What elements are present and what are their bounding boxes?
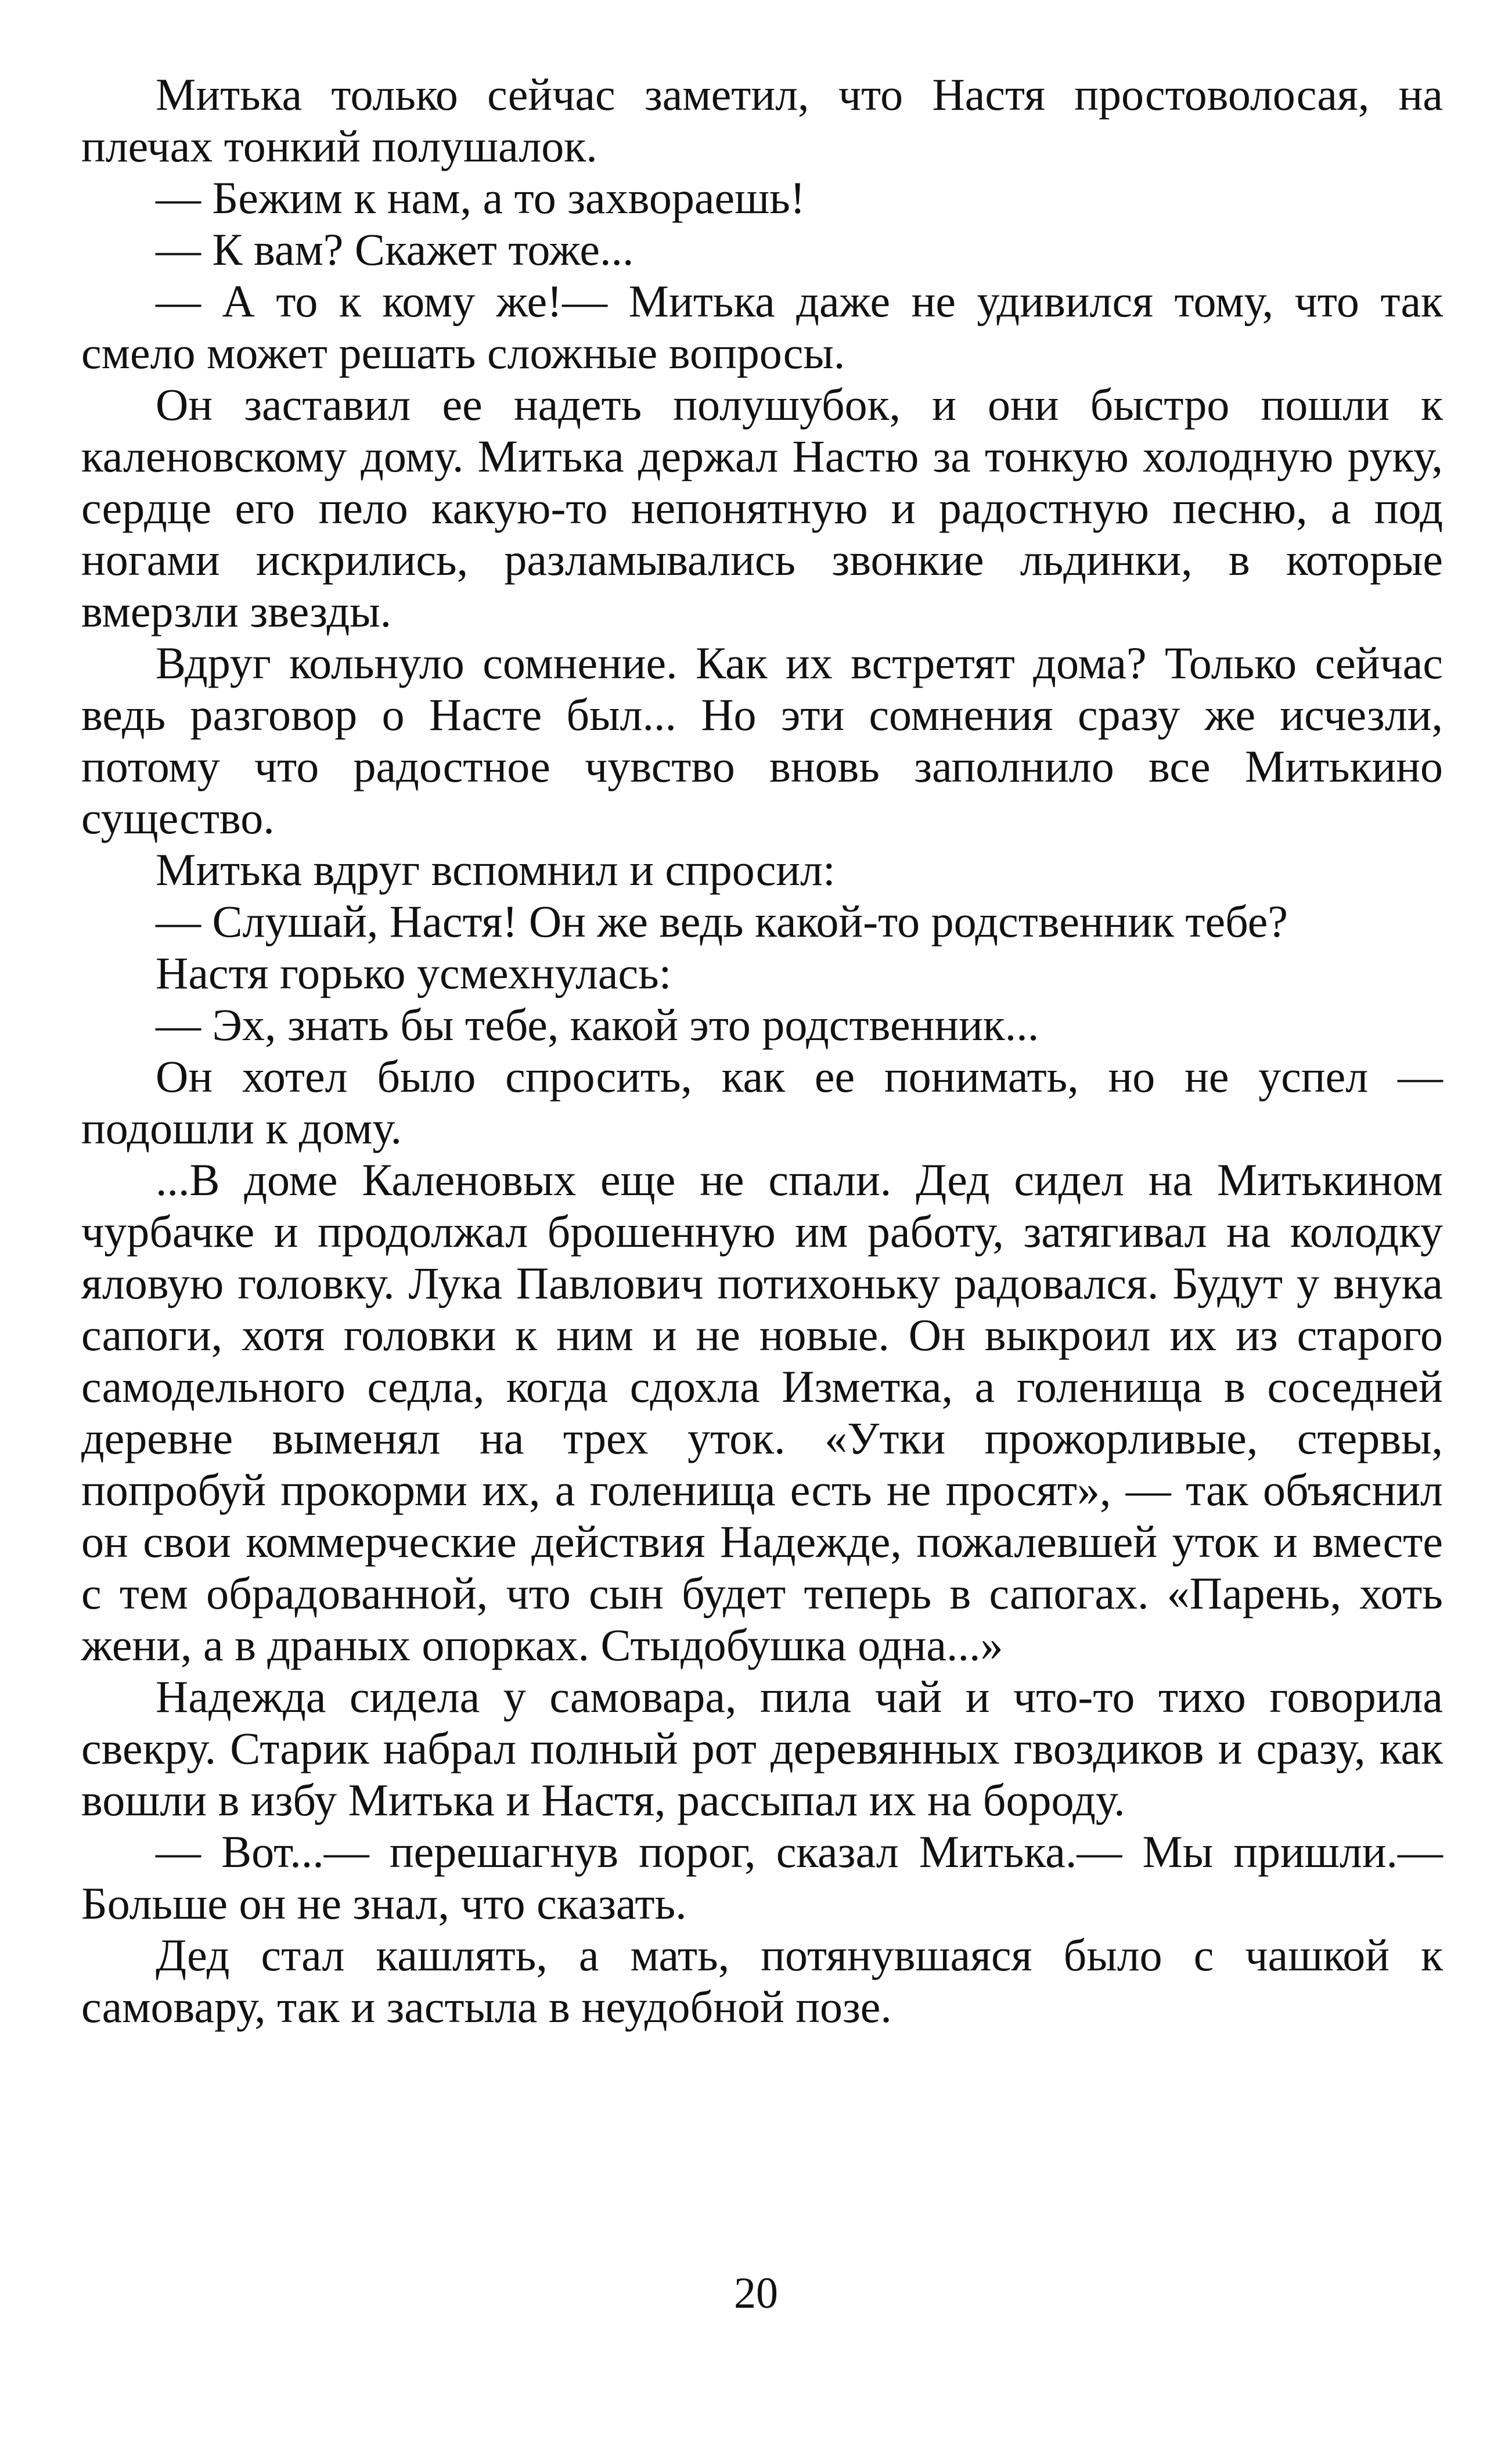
paragraph: Вдруг кольнуло сомнение. Как их встретят дома? Только сейчас ведь разговор о Насте был... Но эти сомнения сразу же исчезли, потому что радостное чувство вновь заполнило все Митькино существо. xyxy=(81,638,1443,843)
paragraph: — А то к кому же!— Митька даже не удивился тому, что так смело может решать сложные вопросы. xyxy=(81,276,1443,378)
paragraph: Дед стал кашлять, а мать, потянувшаяся было с чашкой к самовару, так и застыла в неудобной позе. xyxy=(81,1930,1443,2032)
paragraph: Митька вдруг вспомнил и спросил: xyxy=(156,844,836,895)
paragraph: — Слушай, Настя! Он же ведь какой-то родственник тебе? xyxy=(156,896,1288,947)
paragraph: — Бежим к нам, а то захвораешь! xyxy=(156,172,805,223)
paragraph: Настя горько усмехнулась: xyxy=(156,948,672,998)
paragraph: Надежда сидела у самовара, пила чай и что-то тихо говорила свекру. Старик набрал полный рот деревянных гвоздиков и сразу, как вошли в избу Митька и Настя, рассыпал их на бороду. xyxy=(81,1671,1443,1825)
paragraph: Он хотел было спросить, как ее понимать, но не успел — подошли к дому. xyxy=(81,1051,1443,1153)
paragraph: Митька только сейчас заметил, что Настя простоволосая, на плечах тонкий полушалок. xyxy=(81,69,1443,171)
paragraph: Он заставил ее надеть полушубок, и они быстро пошли к каленовскому дому. Митька держал Настю за тонкую холодную руку, сердце его пело какую-то непонятную и радостную песню, а под ногами искрились, разламывались звонкие льдинки, в которые вмерзли звезды. xyxy=(81,379,1443,636)
paragraph: — Эх, знать бы тебе, какой это родственник... xyxy=(156,999,1039,1050)
paragraph: — К вам? Скажет тоже... xyxy=(156,224,634,275)
body-text xyxy=(81,69,1443,2032)
paragraph: — Вот...— перешагнув порог, сказал Митька.— Мы пришли.— Больше он не знал, что сказать. xyxy=(81,1826,1443,1929)
paragraph: ...В доме Каленовых еще не спали. Дед сидел на Митькином чурбачке и продолжал брошенную им работу, затягивал на колодку яловую головку. Лука Павлович потихоньку радовался. Будут у внука сапоги, хотя головки к ним и не новые. Он выкроил их из старого самодельного седла, когда сдохла Изметка, а голенища в соседней деревне выменял на трех уток. «Утки прожорливые, стервы, попробуй прокорми их, а голенища есть не просят», — так объяснил он свои коммерческие действия Надежде, пожалевшей уток и вместе с тем обрадованной, что сын будет теперь в сапогах. «Парень, хоть жени, а в драных опорках. Стыдобушка одна...» xyxy=(81,1154,1443,1670)
page-number: 20 xyxy=(734,2269,778,2318)
